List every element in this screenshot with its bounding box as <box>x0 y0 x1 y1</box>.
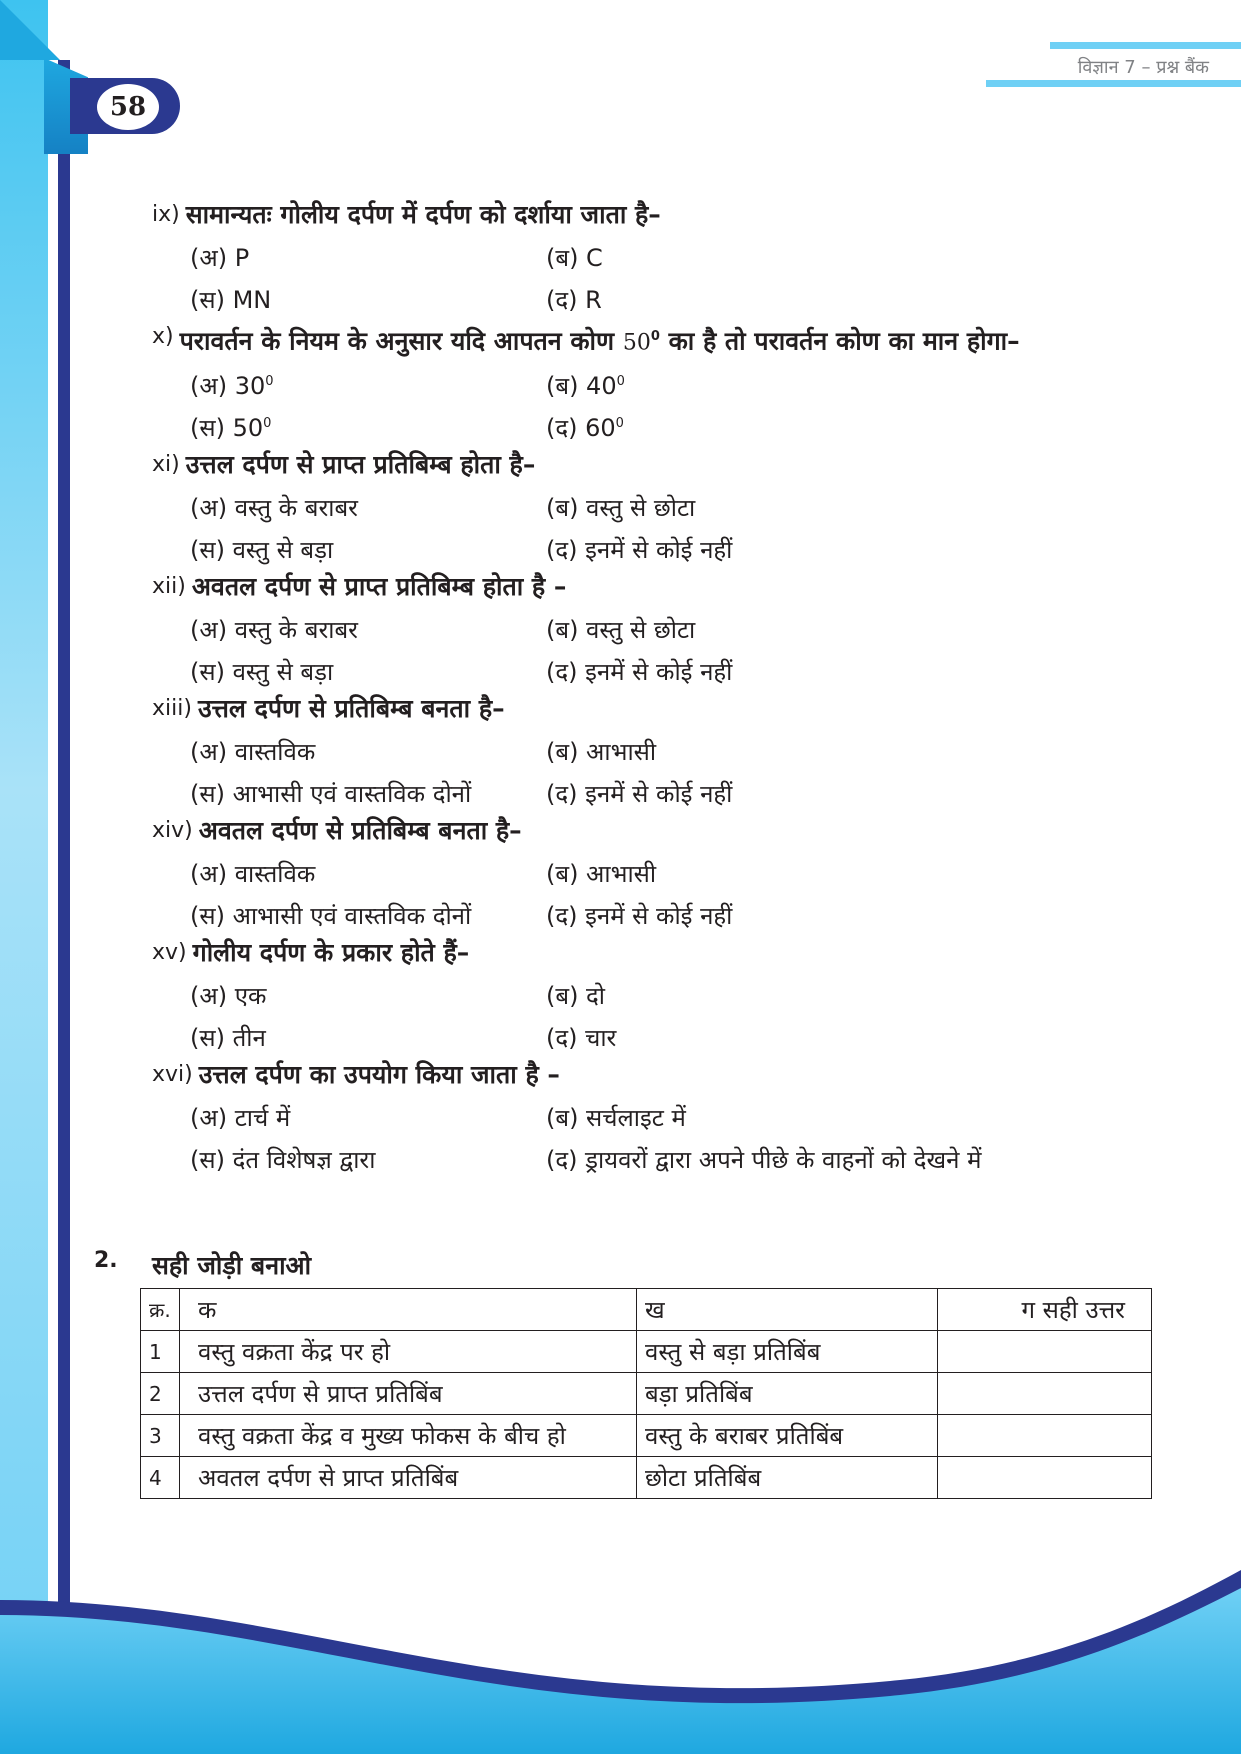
answer-cell <box>938 1415 1152 1457</box>
angle-value: 50 <box>622 330 651 356</box>
table-cell: 2 <box>141 1373 180 1415</box>
question-block <box>152 320 1152 448</box>
table-cell: वस्तु से बड़ा प्रतिबिंब <box>637 1331 938 1373</box>
question-text: उत्तल दर्पण से प्राप्त प्रतिबिम्ब होता है– <box>185 450 536 480</box>
column-header: ग सही उत्तर <box>938 1289 1152 1331</box>
option: (द) इनमें से कोई नहीं <box>546 901 733 930</box>
header-bar-top <box>1050 42 1241 49</box>
column-header: ख <box>637 1289 938 1331</box>
question-block <box>152 570 1152 692</box>
left-decor-band <box>0 0 48 1754</box>
option: (अ) वास्तविक <box>190 859 316 888</box>
question-text: सामान्यतः गोलीय दर्पण में दर्पण को दर्शाया जाता है– <box>185 200 661 229</box>
question-text: अवतल दर्पण से प्राप्त प्रतिबिम्ब होता है – <box>191 572 567 602</box>
match-table <box>140 1288 1152 1499</box>
question-block <box>152 814 1152 936</box>
option-label: (ब) 40 <box>546 371 617 400</box>
table-cell: वस्तु वक्रता केंद्र पर हो <box>180 1331 637 1373</box>
option: (द) R <box>546 285 602 314</box>
option: (स) वस्तु से बड़ा <box>190 657 334 686</box>
table-cell: अवतल दर्पण से प्राप्त प्रतिबिंब <box>180 1457 637 1499</box>
option: (अ) टार्च में <box>190 1103 291 1132</box>
page-number: 58 <box>97 84 159 130</box>
option: (ब) सर्चलाइट में <box>546 1103 686 1132</box>
question-block <box>152 936 1152 1058</box>
section-title: सही जोड़ी बनाओ <box>152 1251 312 1280</box>
degree-sup: 0 <box>265 373 274 389</box>
option: (द) इनमें से कोई नहीं <box>546 779 733 808</box>
question-text: उत्तल दर्पण का उपयोग किया जाता है – <box>198 1060 560 1090</box>
question-text: उत्तल दर्पण से प्रतिबिम्ब बनता है– <box>197 694 505 724</box>
question-text: गोलीय दर्पण के प्रकार होते हैं– <box>192 938 470 968</box>
table-row <box>141 1373 1152 1415</box>
left-blue-stripe <box>58 60 70 1700</box>
option <box>190 369 546 402</box>
question-number: xiii) <box>152 696 192 722</box>
option: (अ) वस्तु के बराबर <box>190 615 358 644</box>
question-list <box>152 198 1152 1180</box>
question-number: xiv) <box>152 818 193 844</box>
option: (द) इनमें से कोई नहीं <box>546 657 733 686</box>
answer-cell <box>938 1457 1152 1499</box>
option-label: (द) 60 <box>546 413 616 442</box>
option <box>546 411 1152 444</box>
question-number: xv) <box>152 940 187 966</box>
section-number: 2. <box>94 1248 118 1273</box>
question-text <box>180 320 1152 360</box>
option: (स) दंत विशेषज्ञ द्वारा <box>190 1145 376 1174</box>
running-header: विज्ञान 7 – प्रश्न बैंक <box>1077 57 1209 78</box>
question-number: ix) <box>152 202 180 227</box>
table-cell: 1 <box>141 1331 180 1373</box>
footer-wave-decor <box>0 1560 1241 1754</box>
option: (स) वस्तु से बड़ा <box>190 535 334 564</box>
table-cell: वस्तु वक्रता केंद्र व मुख्य फोकस के बीच हो <box>180 1415 637 1457</box>
option: (अ) P <box>190 243 250 272</box>
table-row <box>141 1331 1152 1373</box>
question-number: xvi) <box>152 1062 193 1088</box>
table-cell: वस्तु के बराबर प्रतिबिंब <box>637 1415 938 1457</box>
degree-sup: 0 <box>616 373 625 389</box>
option: (स) आभासी एवं वास्तविक दोनों <box>190 779 472 808</box>
option: (अ) वस्तु के बराबर <box>190 493 358 522</box>
table-row <box>141 1415 1152 1457</box>
table-cell: 4 <box>141 1457 180 1499</box>
option: (ब) C <box>546 243 603 272</box>
question-number: x) <box>152 324 174 349</box>
question-number: xii) <box>152 574 186 600</box>
table-cell: बड़ा प्रतिबिंब <box>637 1373 938 1415</box>
option: (स) MN <box>190 285 272 314</box>
degree-sup: 0 <box>650 329 660 344</box>
option: (ब) वस्तु से छोटा <box>546 615 696 644</box>
option: (स) आभासी एवं वास्तविक दोनों <box>190 901 472 930</box>
option: (अ) वास्तविक <box>190 737 316 766</box>
question-number: xi) <box>152 452 180 478</box>
option: (स) तीन <box>190 1023 266 1052</box>
question-text-part: परावर्तन के नियम के अनुसार यदि आपतन कोण <box>179 326 623 356</box>
question-block <box>152 198 1152 320</box>
question-block <box>152 692 1152 814</box>
table-row <box>141 1457 1152 1499</box>
answer-cell <box>938 1331 1152 1373</box>
option-label: (अ) 30 <box>190 371 266 400</box>
table-cell: छोटा प्रतिबिंब <box>637 1457 938 1499</box>
header-bar-bottom <box>986 80 1241 87</box>
option: (ब) आभासी <box>546 859 657 888</box>
question-text: अवतल दर्पण से प्रतिबिम्ब बनता है– <box>198 816 522 846</box>
section-heading <box>94 1248 311 1282</box>
question-block <box>152 1058 1152 1180</box>
table-cell: 3 <box>141 1415 180 1457</box>
degree-sup: 0 <box>263 415 272 431</box>
option: (ब) दो <box>546 981 606 1010</box>
option <box>546 369 1152 402</box>
question-text-part: का है तो परावर्तन कोण का मान होगा– <box>659 326 1020 356</box>
column-header: क्र. <box>141 1289 180 1331</box>
degree-sup: 0 <box>615 415 624 431</box>
table-cell: उत्तल दर्पण से प्राप्त प्रतिबिंब <box>180 1373 637 1415</box>
option: (ब) वस्तु से छोटा <box>546 493 696 522</box>
option: (द) ड्रायवरों द्वारा अपने पीछे के वाहनों को देखने में <box>546 1145 982 1174</box>
option: (द) इनमें से कोई नहीं <box>546 535 733 564</box>
answer-cell <box>938 1373 1152 1415</box>
option <box>190 411 546 444</box>
option-label: (स) 50 <box>190 413 264 442</box>
table-header-row <box>141 1289 1152 1331</box>
option: (द) चार <box>546 1023 617 1052</box>
question-block <box>152 448 1152 570</box>
column-header: क <box>180 1289 637 1331</box>
option: (अ) एक <box>190 981 267 1010</box>
option: (ब) आभासी <box>546 737 657 766</box>
